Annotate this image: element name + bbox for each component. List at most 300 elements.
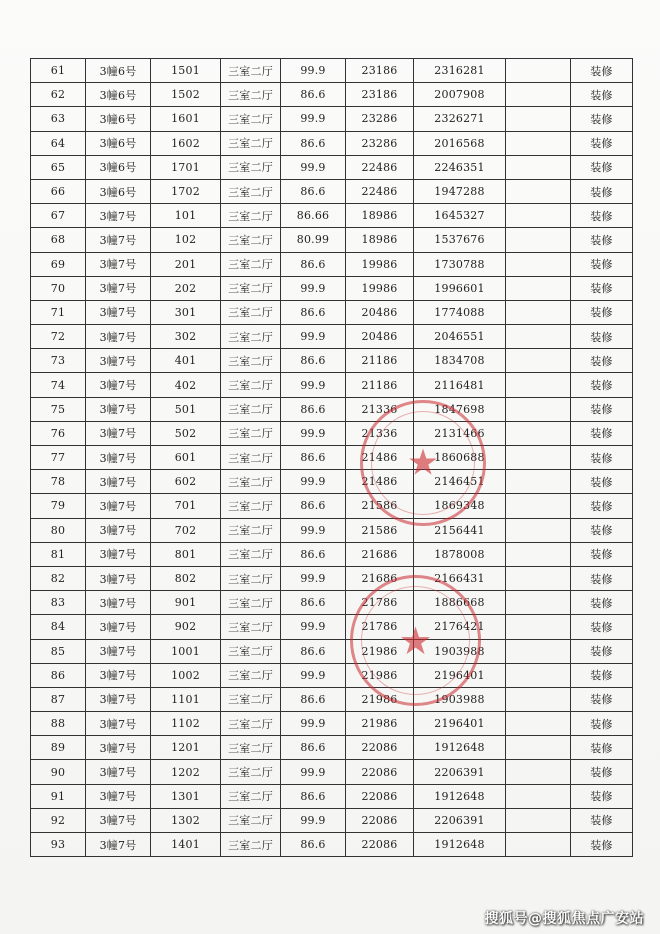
table-row <box>31 470 633 494</box>
unit-price-cell: 21986 <box>346 639 414 663</box>
room-number-cell: 802 <box>151 566 221 590</box>
total-price-cell: 2146451 <box>414 470 506 494</box>
remark-cell <box>506 228 571 252</box>
table-row <box>31 615 633 639</box>
unit-price-cell: 21186 <box>346 373 414 397</box>
unit-price-cell: 21486 <box>346 470 414 494</box>
table-row <box>31 518 633 542</box>
total-price-cell: 1886668 <box>414 591 506 615</box>
area-cell: 99.9 <box>281 470 346 494</box>
remark-cell <box>506 736 571 760</box>
layout-cell: 三室二厅 <box>221 179 281 203</box>
layout-cell: 三室二厅 <box>221 300 281 324</box>
unit-price-cell: 21986 <box>346 712 414 736</box>
layout-cell: 三室二厅 <box>221 591 281 615</box>
table-row <box>31 494 633 518</box>
row-number-cell: 72 <box>31 325 86 349</box>
row-number-cell: 78 <box>31 470 86 494</box>
building-cell: 3幢7号 <box>86 615 151 639</box>
remark-cell <box>506 421 571 445</box>
decoration-cell: 装修 <box>571 494 633 518</box>
row-number-cell: 65 <box>31 155 86 179</box>
decoration-cell: 装修 <box>571 252 633 276</box>
area-cell: 99.9 <box>281 59 346 83</box>
table-row <box>31 808 633 832</box>
row-number-cell: 86 <box>31 663 86 687</box>
table-body <box>31 59 633 857</box>
area-cell: 86.6 <box>281 833 346 857</box>
decoration-cell: 装修 <box>571 833 633 857</box>
building-cell: 3幢7号 <box>86 542 151 566</box>
decoration-cell: 装修 <box>571 131 633 155</box>
area-cell: 86.66 <box>281 204 346 228</box>
row-number-cell: 62 <box>31 83 86 107</box>
remark-cell <box>506 518 571 542</box>
table-row <box>31 446 633 470</box>
layout-cell: 三室二厅 <box>221 204 281 228</box>
room-number-cell: 1302 <box>151 808 221 832</box>
unit-price-cell: 21586 <box>346 518 414 542</box>
unit-price-cell: 21586 <box>346 494 414 518</box>
total-price-cell: 2326271 <box>414 107 506 131</box>
unit-price-cell: 21986 <box>346 687 414 711</box>
table-row <box>31 784 633 808</box>
room-number-cell: 1002 <box>151 663 221 687</box>
building-cell: 3幢6号 <box>86 131 151 155</box>
table-row <box>31 421 633 445</box>
decoration-cell: 装修 <box>571 566 633 590</box>
unit-price-cell: 21986 <box>346 663 414 687</box>
area-cell: 86.6 <box>281 736 346 760</box>
row-number-cell: 83 <box>31 591 86 615</box>
layout-cell: 三室二厅 <box>221 494 281 518</box>
room-number-cell: 902 <box>151 615 221 639</box>
layout-cell: 三室二厅 <box>221 663 281 687</box>
decoration-cell: 装修 <box>571 518 633 542</box>
decoration-cell: 装修 <box>571 470 633 494</box>
room-number-cell: 201 <box>151 252 221 276</box>
unit-price-cell: 21186 <box>346 349 414 373</box>
unit-price-cell: 20486 <box>346 300 414 324</box>
area-cell: 86.6 <box>281 252 346 276</box>
unit-price-cell: 23186 <box>346 83 414 107</box>
building-cell: 3幢7号 <box>86 373 151 397</box>
area-cell: 99.9 <box>281 107 346 131</box>
remark-cell <box>506 446 571 470</box>
total-price-cell: 1645327 <box>414 204 506 228</box>
total-price-cell: 1878008 <box>414 542 506 566</box>
layout-cell: 三室二厅 <box>221 808 281 832</box>
building-cell: 3幢6号 <box>86 179 151 203</box>
building-cell: 3幢7号 <box>86 712 151 736</box>
building-cell: 3幢7号 <box>86 252 151 276</box>
row-number-cell: 76 <box>31 421 86 445</box>
decoration-cell: 装修 <box>571 107 633 131</box>
table-row <box>31 349 633 373</box>
area-cell: 86.6 <box>281 542 346 566</box>
room-number-cell: 1102 <box>151 712 221 736</box>
area-cell: 86.6 <box>281 349 346 373</box>
total-price-cell: 2316281 <box>414 59 506 83</box>
unit-price-cell: 22086 <box>346 784 414 808</box>
building-cell: 3幢7号 <box>86 397 151 421</box>
area-cell: 86.6 <box>281 494 346 518</box>
remark-cell <box>506 325 571 349</box>
row-number-cell: 73 <box>31 349 86 373</box>
layout-cell: 三室二厅 <box>221 373 281 397</box>
building-cell: 3幢7号 <box>86 204 151 228</box>
layout-cell: 三室二厅 <box>221 784 281 808</box>
unit-price-cell: 21686 <box>346 542 414 566</box>
building-cell: 3幢7号 <box>86 736 151 760</box>
table-row <box>31 591 633 615</box>
layout-cell: 三室二厅 <box>221 760 281 784</box>
table-row <box>31 59 633 83</box>
building-cell: 3幢6号 <box>86 155 151 179</box>
building-cell: 3幢7号 <box>86 421 151 445</box>
building-cell: 3幢7号 <box>86 494 151 518</box>
total-price-cell: 2206391 <box>414 808 506 832</box>
row-number-cell: 75 <box>31 397 86 421</box>
area-cell: 86.6 <box>281 591 346 615</box>
total-price-cell: 1947288 <box>414 179 506 203</box>
table-row <box>31 325 633 349</box>
unit-price-cell: 23286 <box>346 131 414 155</box>
row-number-cell: 68 <box>31 228 86 252</box>
remark-cell <box>506 300 571 324</box>
layout-cell: 三室二厅 <box>221 566 281 590</box>
layout-cell: 三室二厅 <box>221 83 281 107</box>
total-price-cell: 1996601 <box>414 276 506 300</box>
remark-cell <box>506 808 571 832</box>
area-cell: 86.6 <box>281 179 346 203</box>
remark-cell <box>506 542 571 566</box>
remark-cell <box>506 663 571 687</box>
layout-cell: 三室二厅 <box>221 325 281 349</box>
row-number-cell: 70 <box>31 276 86 300</box>
area-cell: 86.6 <box>281 300 346 324</box>
area-cell: 99.9 <box>281 712 346 736</box>
total-price-cell: 1912648 <box>414 784 506 808</box>
total-price-cell: 1903988 <box>414 687 506 711</box>
decoration-cell: 装修 <box>571 83 633 107</box>
total-price-cell: 2166431 <box>414 566 506 590</box>
building-cell: 3幢7号 <box>86 784 151 808</box>
room-number-cell: 202 <box>151 276 221 300</box>
total-price-cell: 1869348 <box>414 494 506 518</box>
row-number-cell: 79 <box>31 494 86 518</box>
total-price-cell: 2196401 <box>414 663 506 687</box>
building-cell: 3幢7号 <box>86 663 151 687</box>
table-row <box>31 760 633 784</box>
room-number-cell: 1301 <box>151 784 221 808</box>
room-number-cell: 502 <box>151 421 221 445</box>
room-number-cell: 402 <box>151 373 221 397</box>
area-cell: 86.6 <box>281 397 346 421</box>
total-price-cell: 2156441 <box>414 518 506 542</box>
room-number-cell: 1101 <box>151 687 221 711</box>
remark-cell <box>506 566 571 590</box>
building-cell: 3幢7号 <box>86 349 151 373</box>
building-cell: 3幢7号 <box>86 518 151 542</box>
unit-price-cell: 18986 <box>346 228 414 252</box>
unit-price-cell: 22086 <box>346 808 414 832</box>
area-cell: 86.6 <box>281 446 346 470</box>
building-cell: 3幢7号 <box>86 276 151 300</box>
table-row <box>31 276 633 300</box>
decoration-cell: 装修 <box>571 421 633 445</box>
room-number-cell: 301 <box>151 300 221 324</box>
decoration-cell: 装修 <box>571 615 633 639</box>
total-price-cell: 1730788 <box>414 252 506 276</box>
room-number-cell: 1401 <box>151 833 221 857</box>
remark-cell <box>506 155 571 179</box>
remark-cell <box>506 470 571 494</box>
table-row <box>31 179 633 203</box>
total-price-cell: 1912648 <box>414 833 506 857</box>
table-row <box>31 687 633 711</box>
total-price-cell: 1847698 <box>414 397 506 421</box>
total-price-cell: 1537676 <box>414 228 506 252</box>
area-cell: 86.6 <box>281 784 346 808</box>
area-cell: 99.9 <box>281 325 346 349</box>
row-number-cell: 64 <box>31 131 86 155</box>
room-number-cell: 401 <box>151 349 221 373</box>
building-cell: 3幢7号 <box>86 808 151 832</box>
layout-cell: 三室二厅 <box>221 833 281 857</box>
table-row <box>31 83 633 107</box>
row-number-cell: 87 <box>31 687 86 711</box>
unit-price-cell: 22486 <box>346 155 414 179</box>
decoration-cell: 装修 <box>571 228 633 252</box>
remark-cell <box>506 639 571 663</box>
row-number-cell: 81 <box>31 542 86 566</box>
building-cell: 3幢6号 <box>86 59 151 83</box>
table-row <box>31 228 633 252</box>
total-price-cell: 2246351 <box>414 155 506 179</box>
decoration-cell: 装修 <box>571 325 633 349</box>
room-number-cell: 702 <box>151 518 221 542</box>
row-number-cell: 93 <box>31 833 86 857</box>
total-price-cell: 2116481 <box>414 373 506 397</box>
unit-price-cell: 21686 <box>346 566 414 590</box>
layout-cell: 三室二厅 <box>221 518 281 542</box>
total-price-cell: 2016568 <box>414 131 506 155</box>
total-price-cell: 1834708 <box>414 349 506 373</box>
remark-cell <box>506 833 571 857</box>
room-number-cell: 102 <box>151 228 221 252</box>
remark-cell <box>506 494 571 518</box>
area-cell: 99.9 <box>281 663 346 687</box>
decoration-cell: 装修 <box>571 712 633 736</box>
row-number-cell: 85 <box>31 639 86 663</box>
remark-cell <box>506 252 571 276</box>
remark-cell <box>506 760 571 784</box>
watermark-text: 搜狐号@搜狐焦点广安站 <box>484 911 644 927</box>
area-cell: 99.9 <box>281 760 346 784</box>
unit-price-cell: 21786 <box>346 615 414 639</box>
decoration-cell: 装修 <box>571 59 633 83</box>
unit-price-cell: 21486 <box>346 446 414 470</box>
table-row <box>31 712 633 736</box>
decoration-cell: 装修 <box>571 639 633 663</box>
row-number-cell: 90 <box>31 760 86 784</box>
remark-cell <box>506 712 571 736</box>
total-price-cell: 1903988 <box>414 639 506 663</box>
decoration-cell: 装修 <box>571 808 633 832</box>
decoration-cell: 装修 <box>571 446 633 470</box>
room-number-cell: 501 <box>151 397 221 421</box>
decoration-cell: 装修 <box>571 155 633 179</box>
total-price-cell: 1912648 <box>414 736 506 760</box>
building-cell: 3幢6号 <box>86 83 151 107</box>
room-number-cell: 1502 <box>151 83 221 107</box>
layout-cell: 三室二厅 <box>221 349 281 373</box>
layout-cell: 三室二厅 <box>221 615 281 639</box>
row-number-cell: 67 <box>31 204 86 228</box>
row-number-cell: 88 <box>31 712 86 736</box>
room-number-cell: 1701 <box>151 155 221 179</box>
room-number-cell: 1201 <box>151 736 221 760</box>
decoration-cell: 装修 <box>571 687 633 711</box>
unit-price-cell: 22086 <box>346 833 414 857</box>
table-row <box>31 397 633 421</box>
building-cell: 3幢7号 <box>86 639 151 663</box>
layout-cell: 三室二厅 <box>221 228 281 252</box>
layout-cell: 三室二厅 <box>221 421 281 445</box>
area-cell: 99.9 <box>281 808 346 832</box>
decoration-cell: 装修 <box>571 397 633 421</box>
building-cell: 3幢7号 <box>86 300 151 324</box>
row-number-cell: 89 <box>31 736 86 760</box>
table-row <box>31 155 633 179</box>
table-row <box>31 252 633 276</box>
room-number-cell: 1702 <box>151 179 221 203</box>
row-number-cell: 92 <box>31 808 86 832</box>
area-cell: 86.6 <box>281 687 346 711</box>
row-number-cell: 77 <box>31 446 86 470</box>
remark-cell <box>506 59 571 83</box>
unit-price-cell: 19986 <box>346 252 414 276</box>
remark-cell <box>506 373 571 397</box>
layout-cell: 三室二厅 <box>221 107 281 131</box>
area-cell: 99.9 <box>281 373 346 397</box>
decoration-cell: 装修 <box>571 204 633 228</box>
room-number-cell: 1001 <box>151 639 221 663</box>
unit-price-cell: 22086 <box>346 736 414 760</box>
layout-cell: 三室二厅 <box>221 736 281 760</box>
layout-cell: 三室二厅 <box>221 252 281 276</box>
total-price-cell: 2007908 <box>414 83 506 107</box>
layout-cell: 三室二厅 <box>221 276 281 300</box>
remark-cell <box>506 276 571 300</box>
total-price-cell: 2206391 <box>414 760 506 784</box>
building-cell: 3幢6号 <box>86 107 151 131</box>
total-price-cell: 1774088 <box>414 300 506 324</box>
row-number-cell: 66 <box>31 179 86 203</box>
row-number-cell: 74 <box>31 373 86 397</box>
area-cell: 99.9 <box>281 615 346 639</box>
price-list-table <box>30 58 633 857</box>
building-cell: 3幢7号 <box>86 228 151 252</box>
table-row <box>31 833 633 857</box>
row-number-cell: 84 <box>31 615 86 639</box>
area-cell: 86.6 <box>281 131 346 155</box>
unit-price-cell: 20486 <box>346 325 414 349</box>
row-number-cell: 63 <box>31 107 86 131</box>
table-row <box>31 300 633 324</box>
remark-cell <box>506 131 571 155</box>
layout-cell: 三室二厅 <box>221 155 281 179</box>
total-price-cell: 2176421 <box>414 615 506 639</box>
table-row <box>31 107 633 131</box>
remark-cell <box>506 179 571 203</box>
table-row <box>31 542 633 566</box>
row-number-cell: 69 <box>31 252 86 276</box>
remark-cell <box>506 397 571 421</box>
table-row <box>31 373 633 397</box>
building-cell: 3幢7号 <box>86 591 151 615</box>
area-cell: 99.9 <box>281 421 346 445</box>
remark-cell <box>506 687 571 711</box>
row-number-cell: 82 <box>31 566 86 590</box>
area-cell: 99.9 <box>281 518 346 542</box>
decoration-cell: 装修 <box>571 276 633 300</box>
decoration-cell: 装修 <box>571 784 633 808</box>
room-number-cell: 1501 <box>151 59 221 83</box>
row-number-cell: 80 <box>31 518 86 542</box>
table-row <box>31 736 633 760</box>
layout-cell: 三室二厅 <box>221 59 281 83</box>
table-row <box>31 566 633 590</box>
remark-cell <box>506 784 571 808</box>
building-cell: 3幢7号 <box>86 470 151 494</box>
unit-price-cell: 21336 <box>346 421 414 445</box>
decoration-cell: 装修 <box>571 736 633 760</box>
building-cell: 3幢7号 <box>86 760 151 784</box>
remark-cell <box>506 615 571 639</box>
decoration-cell: 装修 <box>571 591 633 615</box>
total-price-cell: 2131466 <box>414 421 506 445</box>
decoration-cell: 装修 <box>571 760 633 784</box>
decoration-cell: 装修 <box>571 300 633 324</box>
total-price-cell: 1860688 <box>414 446 506 470</box>
decoration-cell: 装修 <box>571 179 633 203</box>
decoration-cell: 装修 <box>571 542 633 566</box>
layout-cell: 三室二厅 <box>221 542 281 566</box>
layout-cell: 三室二厅 <box>221 131 281 155</box>
layout-cell: 三室二厅 <box>221 639 281 663</box>
total-price-cell: 2046551 <box>414 325 506 349</box>
remark-cell <box>506 349 571 373</box>
layout-cell: 三室二厅 <box>221 470 281 494</box>
row-number-cell: 71 <box>31 300 86 324</box>
decoration-cell: 装修 <box>571 349 633 373</box>
area-cell: 99.9 <box>281 566 346 590</box>
room-number-cell: 1202 <box>151 760 221 784</box>
unit-price-cell: 23186 <box>346 59 414 83</box>
area-cell: 86.6 <box>281 639 346 663</box>
room-number-cell: 601 <box>151 446 221 470</box>
red-star-seal-icon: ★ <box>406 442 440 484</box>
building-cell: 3幢7号 <box>86 566 151 590</box>
building-cell: 3幢7号 <box>86 687 151 711</box>
row-number-cell: 91 <box>31 784 86 808</box>
building-cell: 3幢7号 <box>86 325 151 349</box>
decoration-cell: 装修 <box>571 373 633 397</box>
unit-price-cell: 21336 <box>346 397 414 421</box>
table-row <box>31 663 633 687</box>
